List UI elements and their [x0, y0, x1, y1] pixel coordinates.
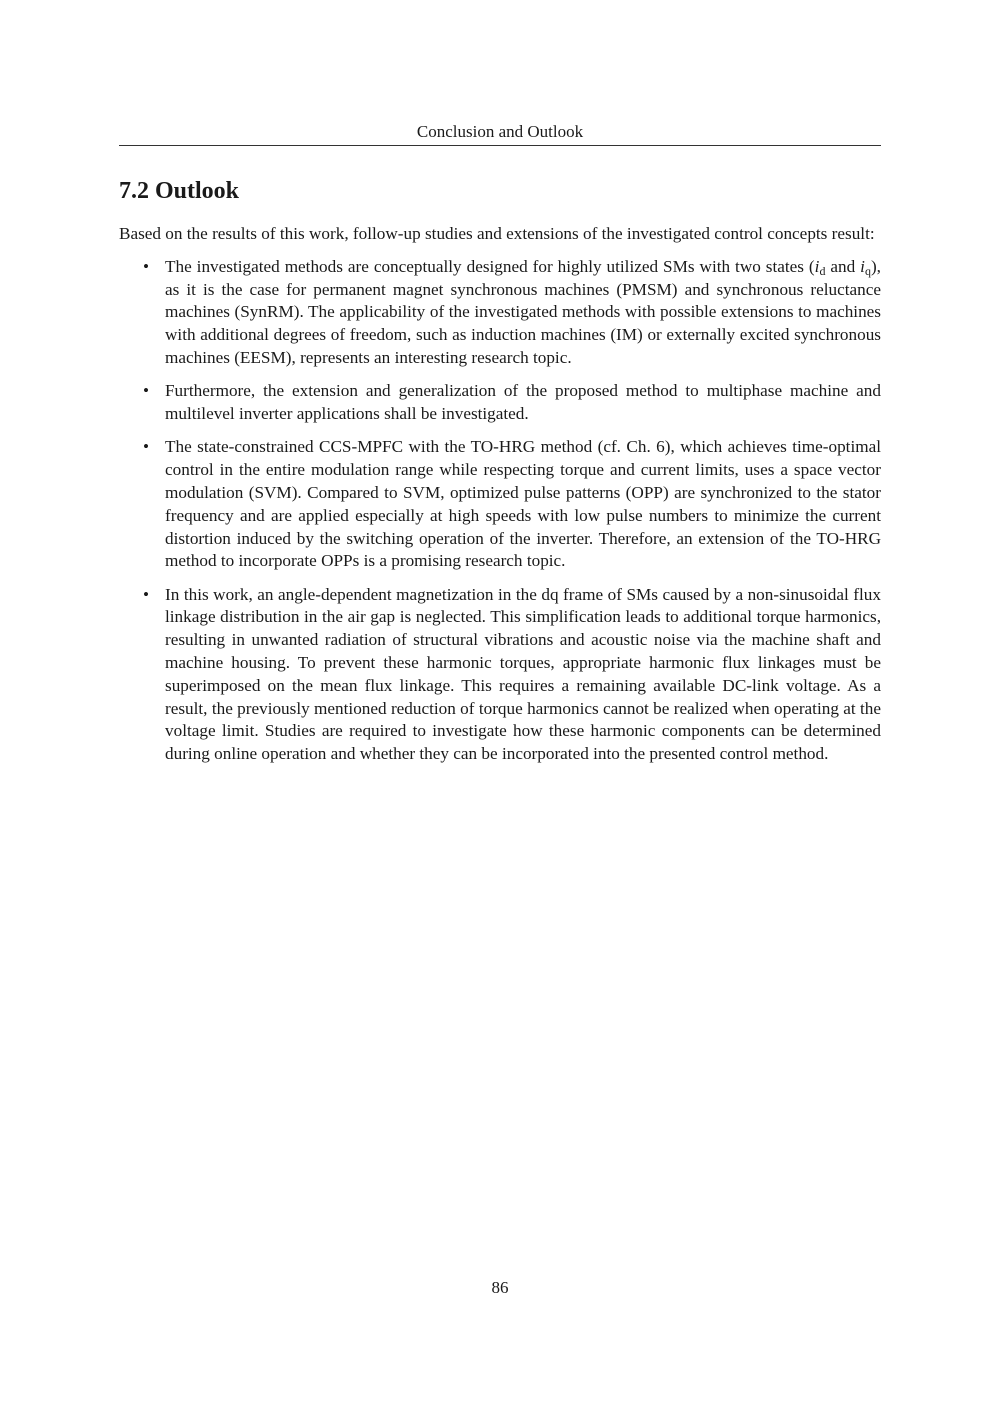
bullet-icon: •	[143, 381, 150, 401]
bullet-item-harmonics	[119, 584, 881, 766]
bullet-text: The state-constrained CCS-MPFC with the TO-HRG method (cf. Ch. 6), which achieves time-optimal control in the entire modulation range while respecting torque and current limits, uses a space vector modulation (SVM). Compared to SVM, optimized pulse patterns (OPP) are synchronized to the stator frequency and are applied especially at high speeds with low pulse numbers to minimize the current distortion induced by the switching operation of the inverter. Therefore, an extension of the TO-HRG method to incorporate OPPs is a promising research topic.	[165, 437, 881, 571]
bullet-icon: •	[143, 437, 150, 457]
bullet-icon: •	[143, 256, 150, 276]
page-number: 86	[491, 1278, 509, 1297]
bullet-item-multiphase	[119, 380, 881, 426]
bullet-icon: •	[143, 584, 150, 604]
bullet-item-opp	[119, 436, 881, 573]
running-header: Conclusion and Outlook	[416, 122, 584, 141]
current-var-d: i	[814, 256, 820, 276]
section-body	[119, 223, 881, 777]
outlook-bullet-list	[119, 256, 881, 766]
intro-paragraph: Based on the results of this work, follow-up studies and extensions of the investigated control concepts result:	[119, 224, 875, 243]
bullet-text-end: ), as it is the case for permanent magnet synchronous machines (PMSM) and synchronous reluctance machines (SynRM). The applicability of the investigated methods with possible extensions to machines with additional degrees of freedom, such as induction machines (IM) or externally excited synchronous machines (EESM), represents an interesting research topic.	[165, 256, 881, 367]
header-rule	[119, 145, 881, 146]
bullet-text-start: The investigated methods are conceptually designed for highly utilized SMs with two states (	[165, 256, 815, 276]
subscript-d: d	[819, 263, 826, 278]
bullet-text: Furthermore, the extension and generalization of the proposed method to multiphase machine and multilevel inverter applications shall be investigated.	[165, 381, 881, 424]
section-heading: 7.2 Outlook	[119, 178, 240, 204]
bullet-text-mid: and	[825, 256, 861, 276]
document-page	[119, 0, 881, 1414]
bullet-item-machine-types	[119, 256, 881, 370]
subscript-q: q	[864, 263, 871, 278]
bullet-text: In this work, an angle-dependent magnetization in the dq frame of SMs caused by a non-sinusoidal flux linkage distribution in the air gap is neglected. This simplification leads to additional torque harmonics, resulting in unwanted radiation of structural vibrations and acoustic noise via the machine shaft and machine housing. To prevent these harmonic torques, appropriate harmonic flux linkages must be superimposed on the mean flux linkage. This requires a remaining available DC-link voltage. As a result, the previously mentioned reduction of torque harmonics cannot be realized when operating at the voltage limit. Studies are required to investigate how these harmonic components can be determined during online operation and whether they can be incorporated into the presented control method.	[165, 584, 881, 764]
current-var-q: i	[860, 256, 865, 276]
